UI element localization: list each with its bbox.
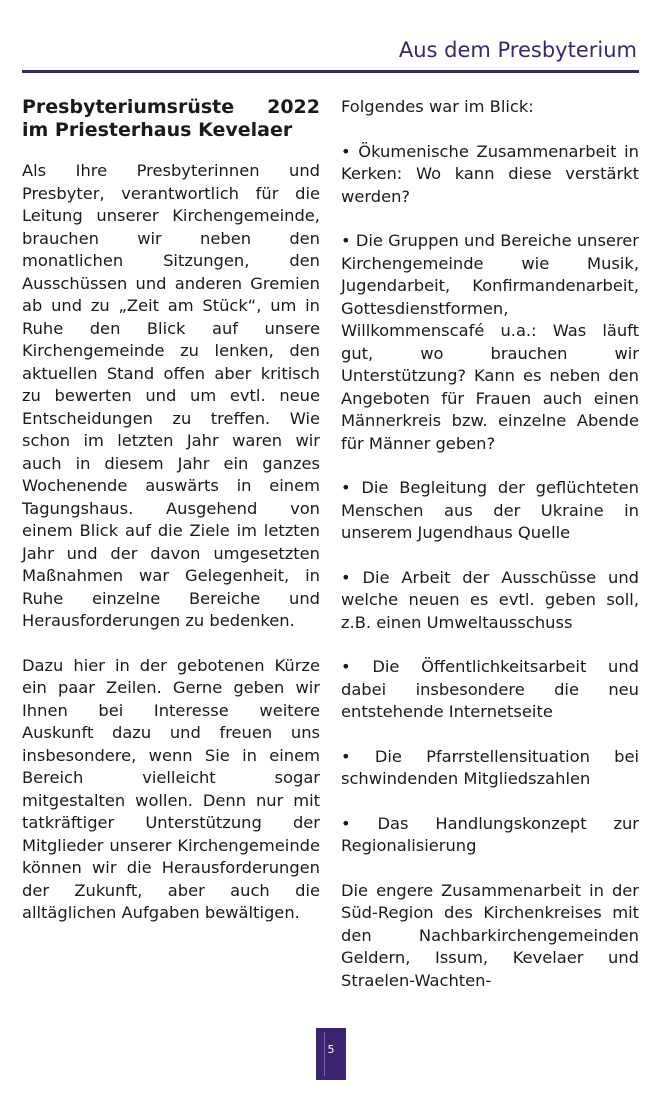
topic-item: • Die Öffentlichkeitsarbeit und dabei insbesondere die neu entstehende Internetseite <box>341 656 639 724</box>
second-paragraph: Dazu hier in der gebotenen Kürze ein paar Zeilen. Gerne geben wir Ihnen bei Interesse weitere Auskunft dazu und freuen uns insbesondere, wenn Sie in einem Bereich vielleicht sogar mitgestalten wollen. Denn nur mit tatkräftiger Unterstützung der Mitglieder unserer Kirchengemeinde können wir die Herausforderungen der Zukunft, aber auch die alltäglichen Aufgaben bewältigen. <box>22 655 320 922</box>
intro-paragraph: Als Ihre Presbyterinnen und Presbyter, verantwortlich für die Leitung unserer Kirchengemeinde, brauchen wir neben den monatlichen Sitzungen, den Ausschüssen und anderen Gremien ab und zu „Zeit am Stück“, um in Ruhe den Blick auf unsere Kirchengemeinde zu lenken, den aktuellen Stand offen aber kritisch zu bewerten und um evtl. neue Entscheidungen zu treffen. Wie schon im letzten Jahr waren wir auch in diesem Jahr ein ganzes Wochenende auswärts in einem Tagungshaus. Ausgehend von einem Blick auf die Ziele im letzten Jahr und der davon umgesetzten Maßnahmen war Gelegenheit, in Ruhe einzelne Bereiche und Herausforderungen zu bedenken. <box>22 161 320 630</box>
topic-item: • Die Gruppen und Bereiche unserer Kirchengemeinde wie Musik, Jugendarbeit, Konfirmandenarbeit, Gottesdienstformen, Willkommenscafé u.a.: Was läuft gut, wo brauchen wir Unterstützung? Kann es neben den Angeboten für Frauen auch einen Männerkreis bzw. einzelne Abende für Männer geben? <box>341 230 639 455</box>
topic-item: • Ökumenische Zusammenarbeit in Kerken: Wo kann diese verstärkt werden? <box>341 141 639 209</box>
header-divider <box>22 70 639 73</box>
topic-item: • Die Pfarrstellensituation bei schwindenden Mitgliedszahlen <box>341 746 639 791</box>
article-title-line-2: im Priesterhaus Kevelaer <box>22 119 293 141</box>
page-number: 5 <box>327 1043 335 1056</box>
section-title: Aus dem Presbyterium <box>398 38 637 62</box>
right-column <box>341 96 639 1014</box>
topic-item: • Die Arbeit der Ausschüsse und welche neuen es evtl. geben soll, z.B. einen Umweltausschuss <box>341 567 639 635</box>
topics-intro: Folgendes war im Blick: <box>341 97 534 116</box>
topic-item: • Das Handlungskonzept zur Regionalisierung <box>341 813 639 858</box>
page-number-badge <box>316 1028 346 1080</box>
article-title <box>22 96 320 142</box>
closing-paragraph: Die engere Zusammenarbeit in der Süd-Region des Kirchenkreises mit den Nachbarkirchengemeinden Geldern, Issum, Kevelaer und Straelen-Wachten- <box>341 880 639 990</box>
left-column <box>22 96 320 947</box>
topic-item: • Die Begleitung der geflüchteten Menschen aus der Ukraine in unserem Jugendhaus Quelle <box>341 477 639 545</box>
article-title-line-1: Presbyteriumsrüste 2022 <box>22 96 320 118</box>
